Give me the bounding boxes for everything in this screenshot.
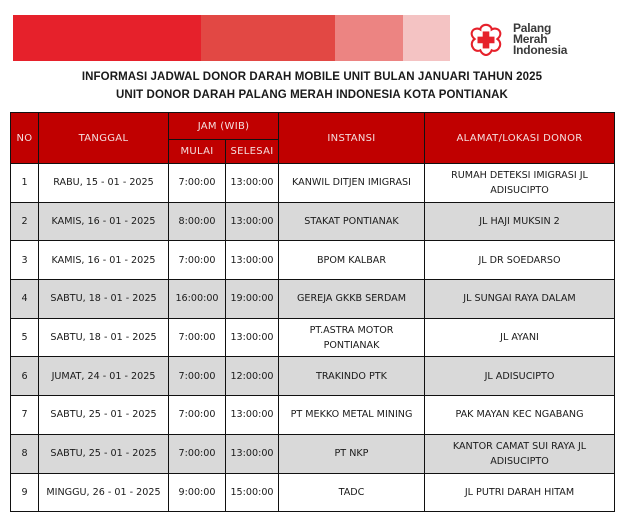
column-header-instansi: INSTANSI [279, 113, 425, 164]
table-row [11, 280, 615, 319]
cell-selesai: 12:00:00 [226, 357, 279, 396]
cell-instansi: TRAKINDO PTK [279, 357, 425, 396]
table-row [11, 434, 615, 473]
page-subtitle: UNIT DONOR DARAH PALANG MERAH INDONESIA KOTA PONTIANAK [116, 89, 508, 101]
cell-tanggal: SABTU, 18 - 01 - 2025 [39, 318, 169, 357]
column-header-alamat: ALAMAT/LOKASI DONOR [425, 113, 615, 164]
cell-tanggal: RABU, 15 - 01 - 2025 [39, 164, 169, 203]
table-row [11, 164, 615, 203]
cell-no: 1 [11, 164, 39, 203]
banner-segment [13, 15, 201, 61]
cell-alamat: JL AYANI [425, 318, 615, 357]
cell-selesai: 13:00:00 [226, 164, 279, 203]
cell-no: 8 [11, 434, 39, 473]
cell-selesai: 13:00:00 [226, 202, 279, 241]
cell-no: 9 [11, 473, 39, 512]
header-color-banner [13, 15, 450, 61]
cell-mulai: 16:00:00 [169, 280, 226, 319]
logo-line-2: Merah [513, 31, 548, 46]
cell-alamat: RUMAH DETEKSI IMIGRASI JL ADISUCIPTO [425, 164, 615, 203]
cell-alamat: JL ADISUCIPTO [425, 357, 615, 396]
cell-selesai: 19:00:00 [226, 280, 279, 319]
cell-mulai: 8:00:00 [169, 202, 226, 241]
column-header-tanggal: TANGGAL [39, 113, 169, 164]
cell-selesai: 15:00:00 [226, 473, 279, 512]
table-row [11, 202, 615, 241]
schedule-table [10, 112, 615, 512]
cell-selesai: 13:00:00 [226, 396, 279, 435]
cell-mulai: 7:00:00 [169, 241, 226, 280]
cell-instansi: TADC [279, 473, 425, 512]
cell-tanggal: KAMIS, 16 - 01 - 2025 [39, 241, 169, 280]
column-header-selesai: SELESAI [226, 140, 279, 164]
cell-tanggal: KAMIS, 16 - 01 - 2025 [39, 202, 169, 241]
cell-selesai: 13:00:00 [226, 318, 279, 357]
cell-alamat: JL PUTRI DARAH HITAM [425, 473, 615, 512]
cell-no: 4 [11, 280, 39, 319]
cell-instansi: KANWIL DITJEN IMIGRASI [279, 164, 425, 203]
logo-text [513, 20, 568, 57]
red-cross-flower-icon [467, 22, 505, 56]
cell-selesai: 13:00:00 [226, 241, 279, 280]
cell-alamat: PAK MAYAN KEC NGABANG [425, 396, 615, 435]
cell-instansi: STAKAT PONTIANAK [279, 202, 425, 241]
banner-segment [201, 15, 335, 61]
column-header-jam: JAM (WIB) [169, 113, 279, 140]
cell-no: 2 [11, 202, 39, 241]
table-row [11, 318, 615, 357]
cell-no: 3 [11, 241, 39, 280]
cell-mulai: 7:00:00 [169, 164, 226, 203]
cell-no: 5 [11, 318, 39, 357]
banner-segment [335, 15, 403, 61]
cell-instansi: PT NKP [279, 434, 425, 473]
cell-selesai: 13:00:00 [226, 434, 279, 473]
column-header-no: NO [11, 113, 39, 164]
cell-alamat: KANTOR CAMAT SUI RAYA JL ADISUCIPTO [425, 434, 615, 473]
cell-mulai: 7:00:00 [169, 396, 226, 435]
cell-tanggal: SABTU, 18 - 01 - 2025 [39, 280, 169, 319]
logo-line-3: Indonesia [513, 42, 568, 57]
cell-tanggal: SABTU, 25 - 01 - 2025 [39, 434, 169, 473]
cell-instansi: GEREJA GKKB SERDAM [279, 280, 425, 319]
table-row [11, 357, 615, 396]
cell-tanggal: SABTU, 25 - 01 - 2025 [39, 396, 169, 435]
pmi-logo [467, 19, 607, 59]
cell-mulai: 7:00:00 [169, 318, 226, 357]
cell-mulai: 7:00:00 [169, 434, 226, 473]
cell-instansi: PT MEKKO METAL MINING [279, 396, 425, 435]
table-row [11, 396, 615, 435]
cell-instansi: BPOM KALBAR [279, 241, 425, 280]
banner-segment [403, 15, 450, 61]
cell-no: 7 [11, 396, 39, 435]
page-title: INFORMASI JADWAL DONOR DARAH MOBILE UNIT BULAN JANUARI TAHUN 2025 [81, 71, 543, 83]
cell-tanggal: MINGGU, 26 - 01 - 2025 [39, 473, 169, 512]
cell-alamat: JL DR SOEDARSO [425, 241, 615, 280]
cell-instansi: PT.ASTRA MOTOR PONTIANAK [279, 318, 425, 357]
cell-no: 6 [11, 357, 39, 396]
cell-alamat: JL SUNGAI RAYA DALAM [425, 280, 615, 319]
cell-tanggal: JUMAT, 24 - 01 - 2025 [39, 357, 169, 396]
logo-line-1: Palang [513, 20, 552, 35]
cell-alamat: JL HAJI MUKSIN 2 [425, 202, 615, 241]
cell-mulai: 9:00:00 [169, 473, 226, 512]
table-row [11, 241, 615, 280]
column-header-mulai: MULAI [169, 140, 226, 164]
cell-mulai: 7:00:00 [169, 357, 226, 396]
table-row [11, 473, 615, 512]
